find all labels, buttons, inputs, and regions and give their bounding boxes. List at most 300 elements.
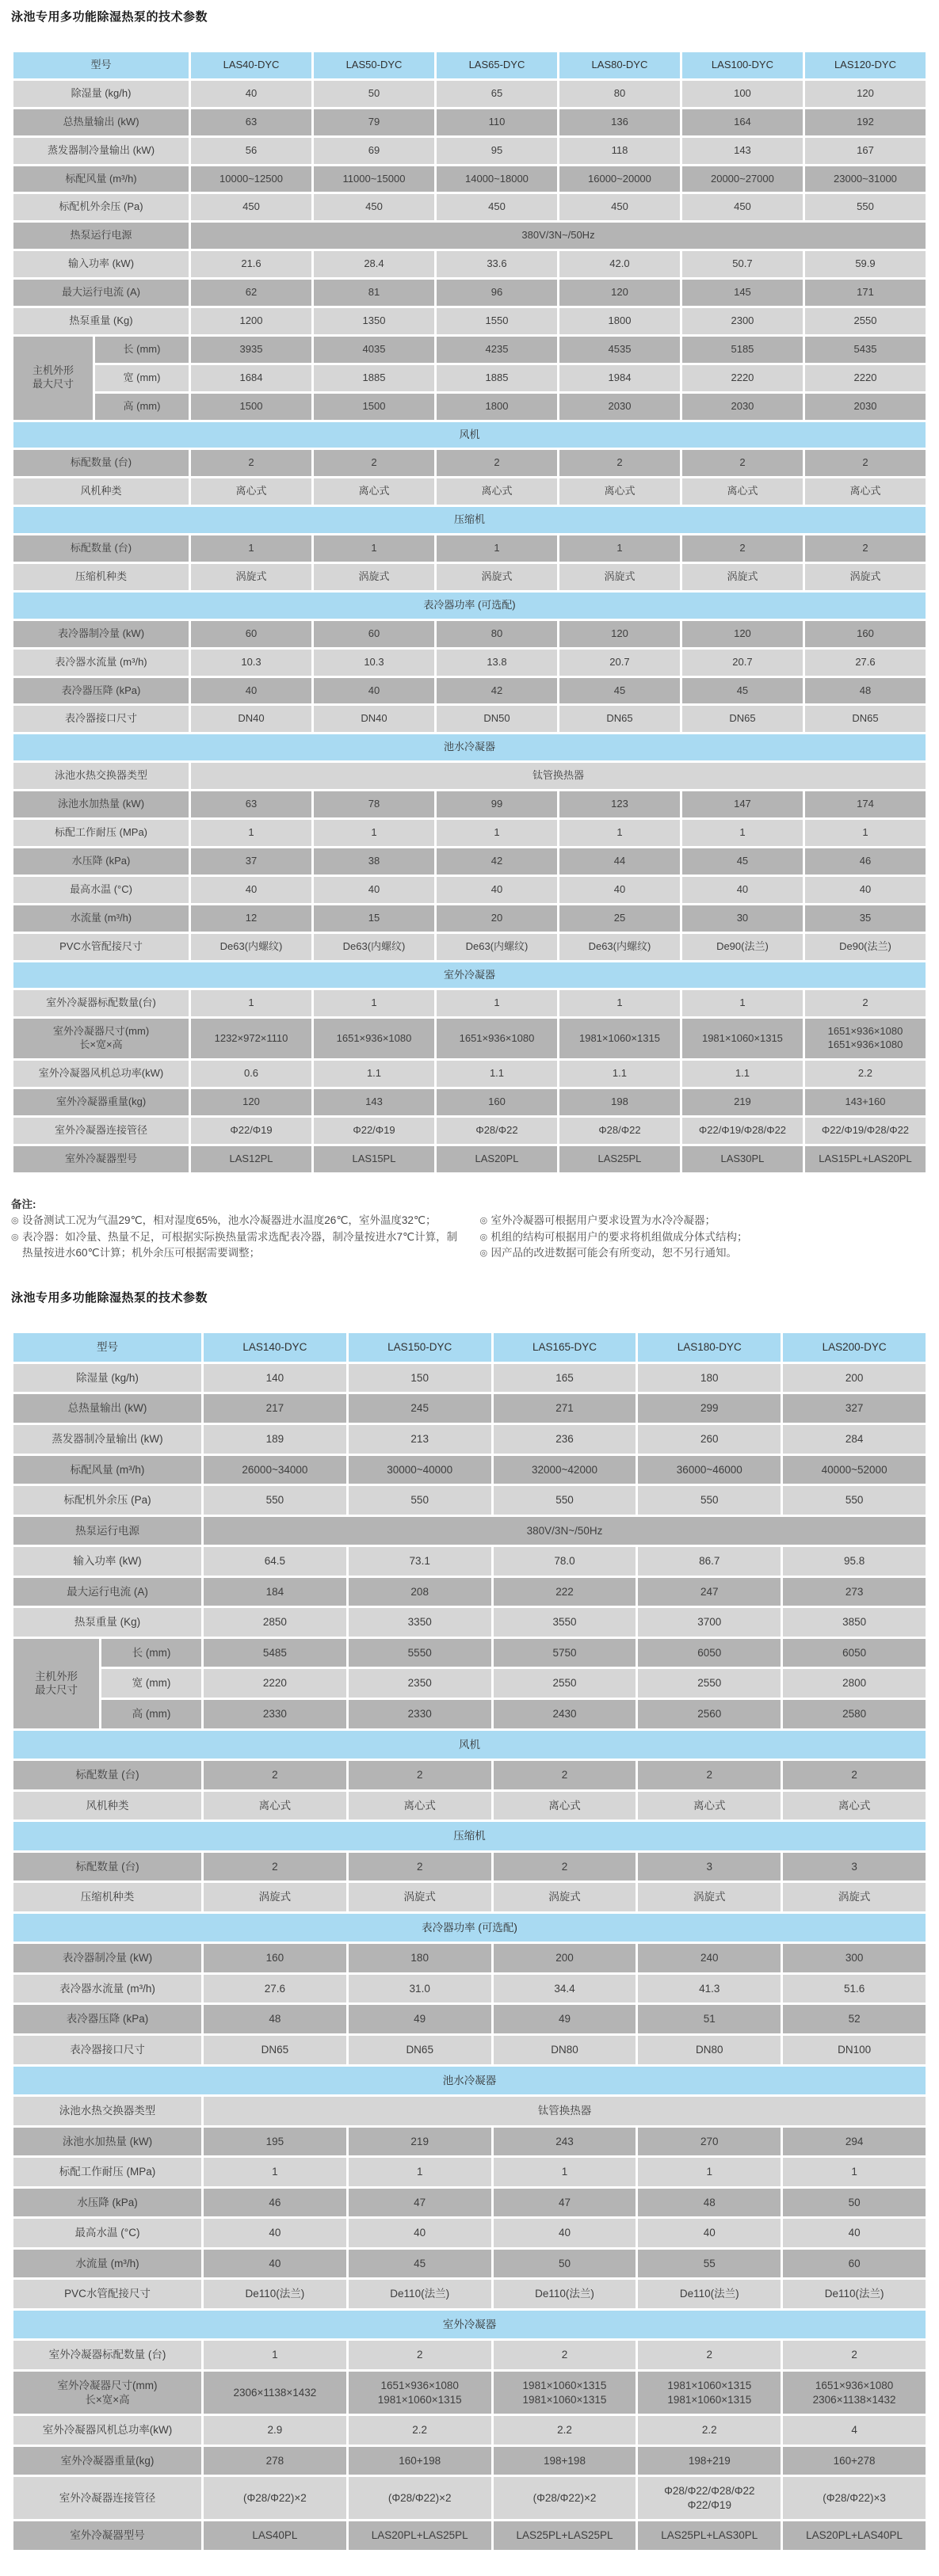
notes-right-column — [480, 1213, 929, 1263]
row-label-cell: 室外冷凝器风机总功率(kW) — [13, 2416, 201, 2445]
model-header-cell: LAS80-DYC — [559, 52, 680, 78]
value-cell: 2 — [349, 2341, 491, 2369]
value-cell: 550 — [805, 194, 926, 220]
table-row — [13, 2280, 926, 2308]
table-row — [13, 1822, 926, 1850]
value-cell: Φ22/Φ19/Φ28/Φ22 — [805, 1118, 926, 1144]
value-cell: 2 — [191, 450, 311, 476]
value-cell: 270 — [638, 2128, 781, 2156]
span-value-cell: 钛管换热器 — [204, 2097, 926, 2125]
value-cell: 2550 — [638, 1669, 781, 1698]
row-label-cell: 总热量输出 (kW) — [13, 109, 189, 135]
model-header-cell: LAS40-DYC — [191, 52, 311, 78]
value-cell: 160+278 — [783, 2447, 926, 2475]
table-row — [13, 1761, 926, 1789]
row-label-cell: 标配风量 (m³/h) — [13, 1456, 201, 1484]
value-cell: 143 — [682, 138, 803, 164]
row-label-cell: 标配机外余压 (Pa) — [13, 1486, 201, 1515]
value-cell: 219 — [349, 2128, 491, 2156]
row-label-cell: 室外冷凝器连接管径 — [13, 1118, 189, 1144]
value-cell: 10.3 — [191, 650, 311, 676]
value-cell: 2550 — [805, 308, 926, 334]
value-cell: 20.7 — [559, 650, 680, 676]
value-cell: 1 — [682, 820, 803, 846]
value-cell: 2.2 — [638, 2416, 781, 2445]
value-cell: 64.5 — [204, 1547, 346, 1576]
value-cell: 涡旋式 — [204, 1883, 346, 1911]
row-label-cell: 标配数量 (台) — [13, 535, 189, 562]
value-cell: 2560 — [638, 1700, 781, 1728]
value-cell: 31.0 — [349, 1975, 491, 2003]
value-cell: LAS40PL — [204, 2521, 346, 2550]
table-row — [13, 791, 926, 817]
model-header-cell: LAS180-DYC — [638, 1333, 781, 1362]
row-label-cell: 压缩机种类 — [13, 564, 189, 590]
value-cell: DN80 — [494, 2036, 636, 2064]
value-cell: Φ22/Φ19/Φ28/Φ22 — [682, 1118, 803, 1144]
section-header: 表冷器功率 (可选配) — [13, 1914, 926, 1942]
value-cell: 2030 — [559, 394, 680, 420]
value-cell: 30 — [682, 905, 803, 932]
value-cell: 4 — [783, 2416, 926, 2445]
value-cell: 4035 — [314, 337, 434, 363]
value-cell: 200 — [494, 1944, 636, 1972]
row-label-cell: 输入功率 (kW) — [13, 1547, 201, 1576]
row-label-cell: 表冷器水流量 (m³/h) — [13, 650, 189, 676]
value-cell: 2330 — [204, 1700, 346, 1728]
row-label-cell: 总热量输出 (kW) — [13, 1394, 201, 1423]
value-cell: 1 — [191, 990, 311, 1016]
row-label-cell: 压缩机种类 — [13, 1883, 201, 1911]
table-row — [13, 194, 926, 220]
row-label-cell: 除湿量 (kg/h) — [13, 81, 189, 107]
value-cell: 25 — [559, 905, 680, 932]
value-cell: 38 — [314, 848, 434, 875]
value-cell: LAS20PL+LAS40PL — [783, 2521, 926, 2550]
value-cell: DN50 — [437, 706, 557, 732]
table-row — [13, 905, 926, 932]
table-row — [13, 337, 926, 363]
spec-table-1-container — [11, 50, 928, 1175]
table-row — [13, 564, 926, 590]
value-cell: 33.6 — [437, 251, 557, 277]
value-cell: 26000~34000 — [204, 1456, 346, 1484]
value-cell: 1651×936×1080 1981×1060×1315 — [349, 2372, 491, 2414]
value-cell: 59.9 — [805, 251, 926, 277]
value-cell: 3550 — [494, 1608, 636, 1637]
value-cell: 5435 — [805, 337, 926, 363]
value-cell: 143+160 — [805, 1089, 926, 1115]
value-cell: 45 — [559, 678, 680, 704]
row-label-cell: 室外冷凝器重量(kg) — [13, 2447, 201, 2475]
value-cell: 1651×936×1080 — [314, 1019, 434, 1058]
value-cell: 247 — [638, 1578, 781, 1606]
value-cell: 1232×972×1110 — [191, 1019, 311, 1058]
model-header-cell: LAS100-DYC — [682, 52, 803, 78]
value-cell: 160+198 — [349, 2447, 491, 2475]
value-cell: 1.1 — [559, 1061, 680, 1087]
value-cell: 2220 — [204, 1669, 346, 1698]
value-cell: 198+198 — [494, 2447, 636, 2475]
model-header-label: 型号 — [13, 52, 189, 78]
table-row — [13, 678, 926, 704]
value-cell: 32000~42000 — [494, 1456, 636, 1484]
value-cell: 37 — [191, 848, 311, 875]
value-cell: 2.9 — [204, 2416, 346, 2445]
value-cell: DN40 — [314, 706, 434, 732]
value-cell: 118 — [559, 138, 680, 164]
row-label-cell: PVC水管配接尺寸 — [13, 2280, 201, 2308]
value-cell: LAS12PL — [191, 1146, 311, 1172]
note-bullet-icon: ◎ — [11, 1215, 19, 1225]
value-cell: 81 — [314, 280, 434, 306]
row-label-cell: 室外冷凝器标配数量(台) — [13, 990, 189, 1016]
value-cell: 198 — [559, 1089, 680, 1115]
value-cell: 40 — [191, 81, 311, 107]
value-cell: DN65 — [559, 706, 680, 732]
page-title-1: 泳池专用多功能除湿热泵的技术参数 — [11, 10, 208, 24]
value-cell: 2 — [314, 450, 434, 476]
model-header-cell: LAS65-DYC — [437, 52, 557, 78]
table-row — [13, 109, 926, 135]
value-cell: 40 — [349, 2219, 491, 2247]
value-cell: 450 — [314, 194, 434, 220]
value-cell: 1 — [682, 990, 803, 1016]
value-cell: De110(法兰) — [638, 2280, 781, 2308]
table-row — [13, 1547, 926, 1576]
value-cell: 1981×1060×1315 1981×1060×1315 — [638, 2372, 781, 2414]
value-cell: 1 — [314, 535, 434, 562]
value-cell: 42 — [437, 848, 557, 875]
value-cell: 13.8 — [437, 650, 557, 676]
table-row — [13, 280, 926, 306]
value-cell: LAS20PL — [437, 1146, 557, 1172]
value-cell: 2 — [638, 2341, 781, 2369]
value-cell: 164 — [682, 109, 803, 135]
value-cell: 2.2 — [494, 2416, 636, 2445]
table-row — [13, 2372, 926, 2414]
value-cell: 1.1 — [437, 1061, 557, 1087]
value-cell: 离心式 — [191, 478, 311, 505]
value-cell: 1 — [437, 990, 557, 1016]
row-label-cell: 热泵运行电源 — [13, 1517, 201, 1545]
value-cell: 2220 — [805, 365, 926, 391]
value-cell: 1800 — [437, 394, 557, 420]
value-cell: 550 — [494, 1486, 636, 1515]
value-cell: DN65 — [682, 706, 803, 732]
value-cell: 60 — [783, 2250, 926, 2278]
table-row — [13, 2097, 926, 2125]
row-label-cell: 表冷器制冷量 (kW) — [13, 621, 189, 647]
value-cell: 44 — [559, 848, 680, 875]
value-cell: 50.7 — [682, 251, 803, 277]
value-cell: 2 — [494, 1761, 636, 1789]
value-cell: 52 — [783, 2005, 926, 2033]
value-cell: 35 — [805, 905, 926, 932]
value-cell: 1 — [191, 820, 311, 846]
value-cell: 1 — [191, 535, 311, 562]
value-cell: 2580 — [783, 1700, 926, 1728]
value-cell: 2 — [494, 1853, 636, 1881]
value-cell: 300 — [783, 1944, 926, 1972]
value-cell: 1984 — [559, 365, 680, 391]
value-cell: 145 — [682, 280, 803, 306]
value-cell: 23000~31000 — [805, 166, 926, 192]
value-cell: 离心式 — [783, 1792, 926, 1820]
value-cell: 120 — [805, 81, 926, 107]
table-row — [13, 365, 926, 391]
value-cell: 171 — [805, 280, 926, 306]
model-header-cell: LAS140-DYC — [204, 1333, 346, 1362]
value-cell: 1 — [204, 2158, 346, 2186]
section-header: 风机 — [13, 422, 926, 448]
table-row — [13, 1394, 926, 1423]
table-row — [13, 1578, 926, 1606]
value-cell: 1651×936×1080 — [437, 1019, 557, 1058]
value-cell: 327 — [783, 1394, 926, 1423]
row-label-cell: 最高水温 (°C) — [13, 877, 189, 903]
value-cell: 40 — [682, 877, 803, 903]
value-cell: 222 — [494, 1578, 636, 1606]
value-cell: 65 — [437, 81, 557, 107]
value-cell: 40 — [783, 2219, 926, 2247]
row-label-cell: 水压降 (kPa) — [13, 2189, 201, 2217]
value-cell: 涡旋式 — [682, 564, 803, 590]
value-cell: 2800 — [783, 1669, 926, 1698]
value-cell: 110 — [437, 109, 557, 135]
value-cell: 2 — [805, 450, 926, 476]
dim-label-cell: 宽 (mm) — [95, 365, 189, 391]
table-row — [13, 1883, 926, 1911]
value-cell: 3 — [783, 1853, 926, 1881]
value-cell: 2330 — [349, 1700, 491, 1728]
value-cell: 50 — [314, 81, 434, 107]
value-cell: 2.2 — [349, 2416, 491, 2445]
note-bullet-icon: ◎ — [479, 1248, 488, 1259]
value-cell: 120 — [682, 621, 803, 647]
notes-block — [11, 1195, 928, 1263]
value-cell: 2 — [682, 450, 803, 476]
note-text: 室外冷凝器可根据用户要求设置为水冷冷凝器； — [490, 1214, 716, 1226]
note-bullet-icon: ◎ — [11, 1232, 19, 1242]
value-cell: 95 — [437, 138, 557, 164]
value-cell: 1651×936×1080 1651×936×1080 — [805, 1019, 926, 1058]
table-row — [13, 1944, 926, 1972]
value-cell: 3935 — [191, 337, 311, 363]
value-cell: Φ28/Φ22 — [559, 1118, 680, 1144]
note-item — [480, 1229, 929, 1246]
value-cell: 12 — [191, 905, 311, 932]
value-cell: 198+219 — [638, 2447, 781, 2475]
spec-table — [11, 1331, 928, 2551]
section-header: 池水冷凝器 — [13, 2067, 926, 2095]
value-cell: 离心式 — [494, 1792, 636, 1820]
notes-columns — [11, 1213, 928, 1263]
value-cell: DN65 — [349, 2036, 491, 2064]
value-cell: 180 — [638, 1364, 781, 1393]
note-item — [11, 1229, 460, 1263]
value-cell: 143 — [314, 1089, 434, 1115]
row-label-cell: 室外冷凝器型号 — [13, 1146, 189, 1172]
value-cell: 40 — [191, 877, 311, 903]
table-row — [13, 2189, 926, 2217]
value-cell: 48 — [204, 2005, 346, 2033]
row-label-cell: 表冷器接口尺寸 — [13, 706, 189, 732]
value-cell: 40 — [204, 2219, 346, 2247]
value-cell: 1550 — [437, 308, 557, 334]
row-label-cell: 室外冷凝器标配数量 (台) — [13, 2341, 201, 2369]
table-row — [13, 535, 926, 562]
value-cell: LAS25PL — [559, 1146, 680, 1172]
value-cell: 1.1 — [314, 1061, 434, 1087]
value-cell: 1 — [314, 820, 434, 846]
value-cell: 294 — [783, 2128, 926, 2156]
value-cell: 1981×1060×1315 1981×1060×1315 — [494, 2372, 636, 2414]
table-row — [13, 450, 926, 476]
value-cell: 200 — [783, 1364, 926, 1393]
span-value-cell: 380V/3N~/50Hz — [191, 223, 926, 249]
table-row — [13, 2158, 926, 2186]
value-cell: LAS20PL+LAS25PL — [349, 2521, 491, 2550]
section-header: 室外冷凝器 — [13, 2311, 926, 2339]
value-cell: 192 — [805, 109, 926, 135]
table-row — [13, 1792, 926, 1820]
value-cell: 1500 — [314, 394, 434, 420]
row-label-cell: 水流量 (m³/h) — [13, 2250, 201, 2278]
value-cell: 60 — [191, 621, 311, 647]
table-row — [13, 251, 926, 277]
model-header-label: 型号 — [13, 1333, 201, 1362]
value-cell: 299 — [638, 1394, 781, 1423]
value-cell: 6050 — [638, 1639, 781, 1667]
value-cell: 28.4 — [314, 251, 434, 277]
dim-label-cell: 长 (mm) — [95, 337, 189, 363]
value-cell: 1 — [559, 990, 680, 1016]
value-cell: 涡旋式 — [437, 564, 557, 590]
table-row — [13, 763, 926, 789]
value-cell: 2030 — [682, 394, 803, 420]
value-cell: 243 — [494, 2128, 636, 2156]
value-cell: 2 — [805, 535, 926, 562]
value-cell: 63 — [191, 109, 311, 135]
table-row — [13, 2521, 926, 2550]
value-cell: 涡旋式 — [783, 1883, 926, 1911]
value-cell: 450 — [437, 194, 557, 220]
row-label-cell: 泳池水加热量 (kW) — [13, 2128, 201, 2156]
value-cell: (Φ28/Φ22)×2 — [349, 2477, 491, 2519]
value-cell: 27.6 — [805, 650, 926, 676]
row-label-cell: 泳池水加热量 (kW) — [13, 791, 189, 817]
value-cell: 1 — [559, 535, 680, 562]
value-cell: 50 — [783, 2189, 926, 2217]
value-cell: 2 — [783, 1761, 926, 1789]
value-cell: 涡旋式 — [494, 1883, 636, 1911]
table-row — [13, 1975, 926, 2003]
value-cell: 46 — [805, 848, 926, 875]
value-cell: 11000~15000 — [314, 166, 434, 192]
row-label-cell: 标配工作耐压 (MPa) — [13, 820, 189, 846]
row-label-cell: 室外冷凝器重量(kg) — [13, 1089, 189, 1115]
table-row — [13, 308, 926, 334]
value-cell: DN100 — [783, 2036, 926, 2064]
model-header-cell: LAS50-DYC — [314, 52, 434, 78]
table-row — [13, 962, 926, 989]
value-cell: 99 — [437, 791, 557, 817]
value-cell: 2 — [559, 450, 680, 476]
value-cell: 45 — [682, 848, 803, 875]
value-cell: 2 — [204, 1853, 346, 1881]
value-cell: 2030 — [805, 394, 926, 420]
value-cell: 450 — [559, 194, 680, 220]
table-row — [13, 650, 926, 676]
value-cell: 10000~12500 — [191, 166, 311, 192]
model-header-row — [13, 52, 926, 78]
value-cell: 2 — [638, 1761, 781, 1789]
table-row — [13, 1639, 926, 1667]
value-cell: 217 — [204, 1394, 346, 1423]
model-header-cell: LAS120-DYC — [805, 52, 926, 78]
value-cell: 245 — [349, 1394, 491, 1423]
value-cell: 240 — [638, 1944, 781, 1972]
value-cell: LAS15PL+LAS20PL — [805, 1146, 926, 1172]
value-cell: 56 — [191, 138, 311, 164]
value-cell: 5185 — [682, 337, 803, 363]
value-cell: De110(法兰) — [783, 2280, 926, 2308]
value-cell: 1684 — [191, 365, 311, 391]
row-label-cell: 除湿量 (kg/h) — [13, 1364, 201, 1393]
value-cell: Φ28/Φ22 — [437, 1118, 557, 1144]
row-label-cell: 热泵运行电源 — [13, 223, 189, 249]
value-cell: 离心式 — [805, 478, 926, 505]
value-cell: 48 — [638, 2189, 781, 2217]
value-cell: 涡旋式 — [349, 1883, 491, 1911]
value-cell: 55 — [638, 2250, 781, 2278]
table-row — [13, 478, 926, 505]
value-cell: 278 — [204, 2447, 346, 2475]
value-cell: 150 — [349, 1364, 491, 1393]
value-cell: 1 — [494, 2158, 636, 2186]
model-header-row — [13, 1333, 926, 1362]
value-cell: 51 — [638, 2005, 781, 2033]
value-cell: 78.0 — [494, 1547, 636, 1576]
value-cell: Φ22/Φ19 — [191, 1118, 311, 1144]
value-cell: 1 — [805, 820, 926, 846]
value-cell: 离心式 — [682, 478, 803, 505]
value-cell: 1.1 — [682, 1061, 803, 1087]
value-cell: 2 — [349, 1761, 491, 1789]
value-cell: 4535 — [559, 337, 680, 363]
table-row — [13, 138, 926, 164]
value-cell: 189 — [204, 1425, 346, 1454]
table-row — [13, 1669, 926, 1698]
table-row — [13, 2067, 926, 2095]
table-row — [13, 1061, 926, 1087]
value-cell: (Φ28/Φ22)×3 — [783, 2477, 926, 2519]
value-cell: 1500 — [191, 394, 311, 420]
value-cell: 离心式 — [559, 478, 680, 505]
value-cell: 涡旋式 — [559, 564, 680, 590]
value-cell: 1885 — [437, 365, 557, 391]
note-text: 设备测试工况为气温29℃，相对湿度65%，池水冷凝器进水温度26℃，室外温度32℃； — [22, 1214, 437, 1226]
table-row — [13, 1364, 926, 1393]
value-cell: 1 — [638, 2158, 781, 2186]
group-label-cell: 主机外形 最大尺寸 — [13, 1639, 99, 1728]
notes-title: 备注: — [11, 1198, 36, 1210]
value-cell: 140 — [204, 1364, 346, 1393]
dim-label-cell: 高 (mm) — [101, 1700, 201, 1728]
value-cell: 49 — [494, 2005, 636, 2033]
value-cell: De63(内螺纹) — [191, 934, 311, 960]
